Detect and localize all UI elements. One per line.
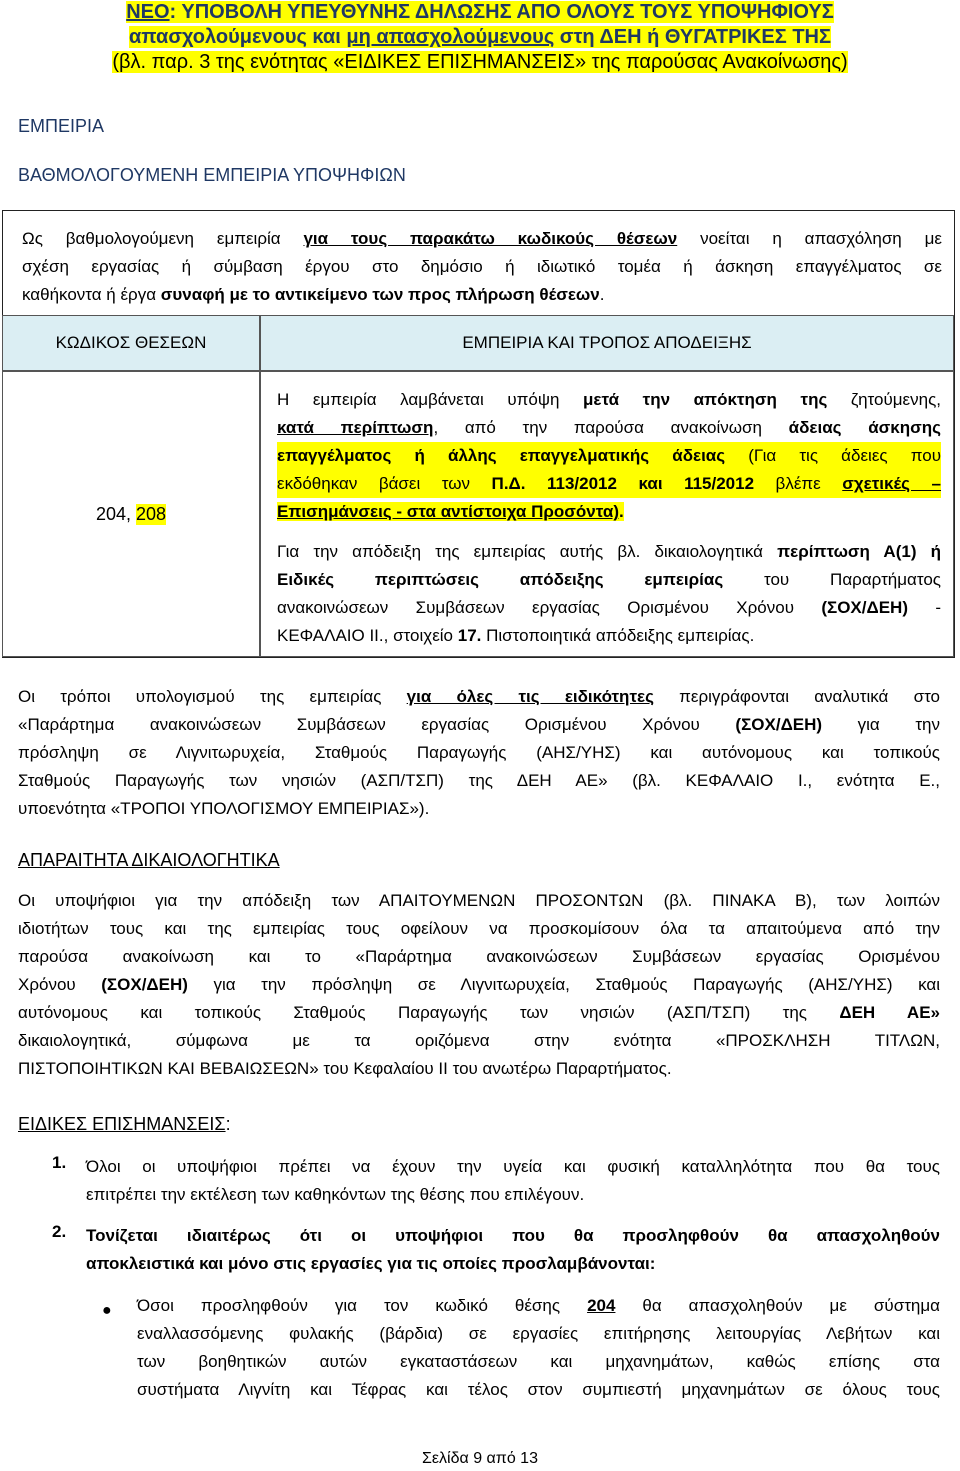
bullet-body <box>137 1292 940 1404</box>
item-2-number: 2. <box>52 1222 67 1241</box>
bullet-line-2: εναλλασσόμενης φυλακής (βάρδια) σε εργασίες επιτήρησης λειτουργίας Λεβήτων και <box>137 1324 940 1343</box>
header-exp-text: ΕΜΠΕΙΡΙΑ ΚΑΙ ΤΡΟΠΟΣ ΑΠΟΔΕΙΞΗΣ <box>462 333 752 352</box>
p1-line-2: κατά περίπτωση, από την παρούσα ανακοίνωση άδειας άσκησης <box>277 418 941 437</box>
table-header-experience <box>260 315 954 371</box>
item-1-body <box>86 1153 940 1209</box>
p2-line-4: ΚΕΦΑΛΑΙΟ ΙΙ., στοιχείο 17. Πιστοποιητικά απόδειξης εμπειρίας. <box>277 626 755 645</box>
item-1-line-1: Όλοι οι υποψήφιοι πρέπει να έχουν την υγεία και φυσική καταλληλότητα που θα τους <box>86 1157 940 1176</box>
item-1-line-2: επιτρέπει την εκτέλεση των καθηκόντων της θέσης που επιλέγουν. <box>86 1185 585 1204</box>
header-line-2-underlined: μη απασχολούμενους <box>346 26 555 48</box>
intro-line-1: Ως βαθμολογούμενη εμπειρία για τους παρακάτω κωδικούς θέσεων νοείται η απασχόληση με <box>22 229 942 248</box>
header-line-2 <box>0 25 960 50</box>
p2-line-3: ανακοινώσεων Συμβάσεων εργασίας Ορισμένου Χρόνου (ΣΟΧ/ΔΕΗ) - <box>277 598 941 617</box>
para2-line-5: αυτόνομους και τοπικούς Σταθμούς Παραγωγής των νησιών (ΑΣΠ/ΤΣΠ) της ΔΕΗ ΑΕ» <box>18 1003 940 1022</box>
experience-proof-paragraph-2 <box>277 538 941 650</box>
table-cell-experience <box>260 371 954 657</box>
calculation-paragraph <box>18 683 940 823</box>
bullet-line-4: συστήματα Λιγνίτη και Τέφρας και τέλος στον συμπιεστή μηχανημάτων σε όλους τους <box>137 1380 940 1399</box>
item-2-body <box>86 1222 940 1278</box>
item-1-number: 1. <box>52 1153 67 1172</box>
item-2-line-1: Τονίζεται ιδιαιτέρως ότι οι υποψήφιοι που θα προσληφθούν θα απασχοληθούν <box>86 1226 940 1245</box>
p2-line-1: Για την απόδειξη της εμπειρίας αυτής βλ. δικαιολογητικά περίπτωση Α(1) ή <box>277 542 941 561</box>
experience-intro <box>22 225 942 309</box>
code-208-highlight: 208 <box>136 503 167 524</box>
required-docs-title: ΑΠΑΡΑΙΤΗΤΑ ΔΙΚΑΙΟΛΟΓΗΤΙΚΑ <box>18 850 280 870</box>
header-line-1 <box>0 0 960 25</box>
para1-line-5: υποενότητα «ΤΡΟΠΟΙ ΥΠΟΛΟΓΙΣΜΟΥ ΕΜΠΕΙΡΙΑΣ»). <box>18 799 430 818</box>
p1-line-5: Επισημάνσεις - στα αντίστοιχα Προσόντα). <box>277 502 624 521</box>
experience-subtitle: ΒΑΘΜΟΛΟΓΟΥΜΕΝΗ ΕΜΠΕΙΡΙΑ ΥΠΟΨΗΦΙΩΝ <box>18 165 406 185</box>
new-label: ΝΕΟ <box>126 1 170 23</box>
intro-line-3: καθήκοντα ή έργα συναφή με το αντικείμενο των προς πλήρωση θέσεων. <box>22 285 605 304</box>
intro-line-2: σχέση εργασίας ή σύμβαση έργου στο δημόσιο ή ιδιωτικό τομέα ή άσκηση επαγγέλματος σε <box>22 257 942 276</box>
bullet-line-3: των βοηθητικών αυτών εγκαταστάσεων και μηχανημάτων, καθώς επίσης στα <box>137 1352 940 1371</box>
header-line-3-text: (βλ. παρ. 3 της ενότητας «ΕΙΔΙΚΕΣ ΕΠΙΣΗΜΑΝΣΕΙΣ» της παρούσας Ανακοίνωσης) <box>112 51 848 73</box>
para1-line-1: Οι τρόποι υπολογισμού της εμπειρίας για όλες τις ειδικότητες περιγράφονται αναλυτικά στο <box>18 687 941 706</box>
page-footer: Σελίδα 9 από 13 <box>422 1450 538 1467</box>
table-header-code <box>2 315 260 371</box>
experience-title: ΕΜΠΕΙΡΙΑ <box>18 116 105 136</box>
bullet-line-1: Όσοι προσληφθούν για τον κωδικό θέσης 204 θα απασχοληθούν με σύστημα <box>137 1296 940 1315</box>
required-docs-paragraph <box>18 887 940 1083</box>
header-line-2-a: απασχολούμενους και <box>128 26 347 48</box>
header-code-text: ΚΩΔΙΚΟΣ ΘΕΣΕΩΝ <box>55 333 207 352</box>
bullet-icon: ● <box>102 1302 112 1319</box>
para1-line-2: «Παράρτημα ανακοινώσεων Συμβάσεων εργασίας Ορισμένου Χρόνου (ΣΟΧ/ΔΕΗ) για την <box>18 715 940 734</box>
header-line-3 <box>0 50 960 75</box>
para2-line-7: ΠΙΣΤΟΠΟΙΗΤΙΚΩΝ ΚΑΙ ΒΕΒΑΙΩΣΕΩΝ» του Κεφαλαίου ΙΙ του ανωτέρω Παραρτήματος. <box>18 1059 672 1078</box>
para2-line-6: δικαιολογητικά, σύμφωνα με τα οριζόμενα στην ενότητα «ΠΡΟΣΚΛΗΣΗ ΤΙΤΛΩΝ, <box>18 1031 940 1050</box>
para2-line-1: Οι υποψήφιοι για την απόδειξη των ΑΠΑΙΤΟΥΜΕΝΩΝ ΠΡΟΣΟΝΤΩΝ (βλ. ΠΙΝΑΚΑ Β), των λοιπών <box>18 891 940 910</box>
para1-line-4: Σταθμούς Παραγωγής των νησιών (ΑΣΠ/ΤΣΠ) της ΔΕΗ ΑΕ» (βλ. ΚΕΦΑΛΑΙΟ Ι., ενότητα Ε., <box>18 771 940 790</box>
para1-line-3: πρόσληψη σε Λιγνιτωρυχεία, Σταθμούς Παραγωγής (ΑΗΣ/ΥΗΣ) και αυτόνομους και τοπικούς <box>18 743 940 762</box>
p1-line-3: επαγγέλματος ή άλλης επαγγελματικής άδειας (Για τις άδειες που <box>277 442 941 470</box>
codes-text: 204, <box>95 503 131 524</box>
p1-line-4: εκδόθηκαν βάσει των Π.Δ. 113/2012 και 115/2012 βλέπε σχετικές – <box>277 470 941 498</box>
header-line-1-text: : ΥΠΟΒΟΛΗ ΥΠΕΥΘΥΝΗΣ ΔΗΛΩΣΗΣ ΑΠΟ ΟΛΟΥΣ ΤΟΥΣ ΥΠΟΨΗΦΙΟΥΣ <box>169 1 834 23</box>
special-notes-title: ΕΙΔΙΚΕΣ ΕΠΙΣΗΜΑΝΣΕΙΣ: <box>18 1114 231 1134</box>
table-cell-codes <box>2 371 260 657</box>
item-2-line-2: αποκλειστικά και μόνο στις εργασίες για τις οποίες προσλαμβάνονται: <box>86 1254 656 1273</box>
para2-line-2: ιδιοτήτων τους και της εμπειρίας τους οφείλουν να προσκομίσουν όλα τα απαιτούμενα από την <box>18 919 940 938</box>
para2-line-3: παρούσα ανακοίνωση και το «Παράρτημα ανακοινώσεων Συμβάσεων εργασίας Ορισμένου <box>18 947 940 966</box>
p1-line-1: Η εμπειρία λαμβάνεται υπόψη μετά την απόκτηση της ζητούμενης, <box>277 390 941 409</box>
experience-proof-paragraph-1 <box>277 386 941 526</box>
p2-line-2: Ειδικές περιπτώσεις απόδειξης εμπειρίας του Παραρτήματος <box>277 570 942 589</box>
notice-header <box>0 0 960 75</box>
header-line-2-c: στη ΔΕΗ ή ΘΥΓΑΤΡΙΚΕΣ ΤΗΣ <box>554 26 831 48</box>
para2-line-4: Χρόνου (ΣΟΧ/ΔΕΗ) για την πρόσληψη σε Λιγνιτωρυχεία, Σταθμούς Παραγωγής (ΑΗΣ/ΥΗΣ) και <box>18 975 940 994</box>
